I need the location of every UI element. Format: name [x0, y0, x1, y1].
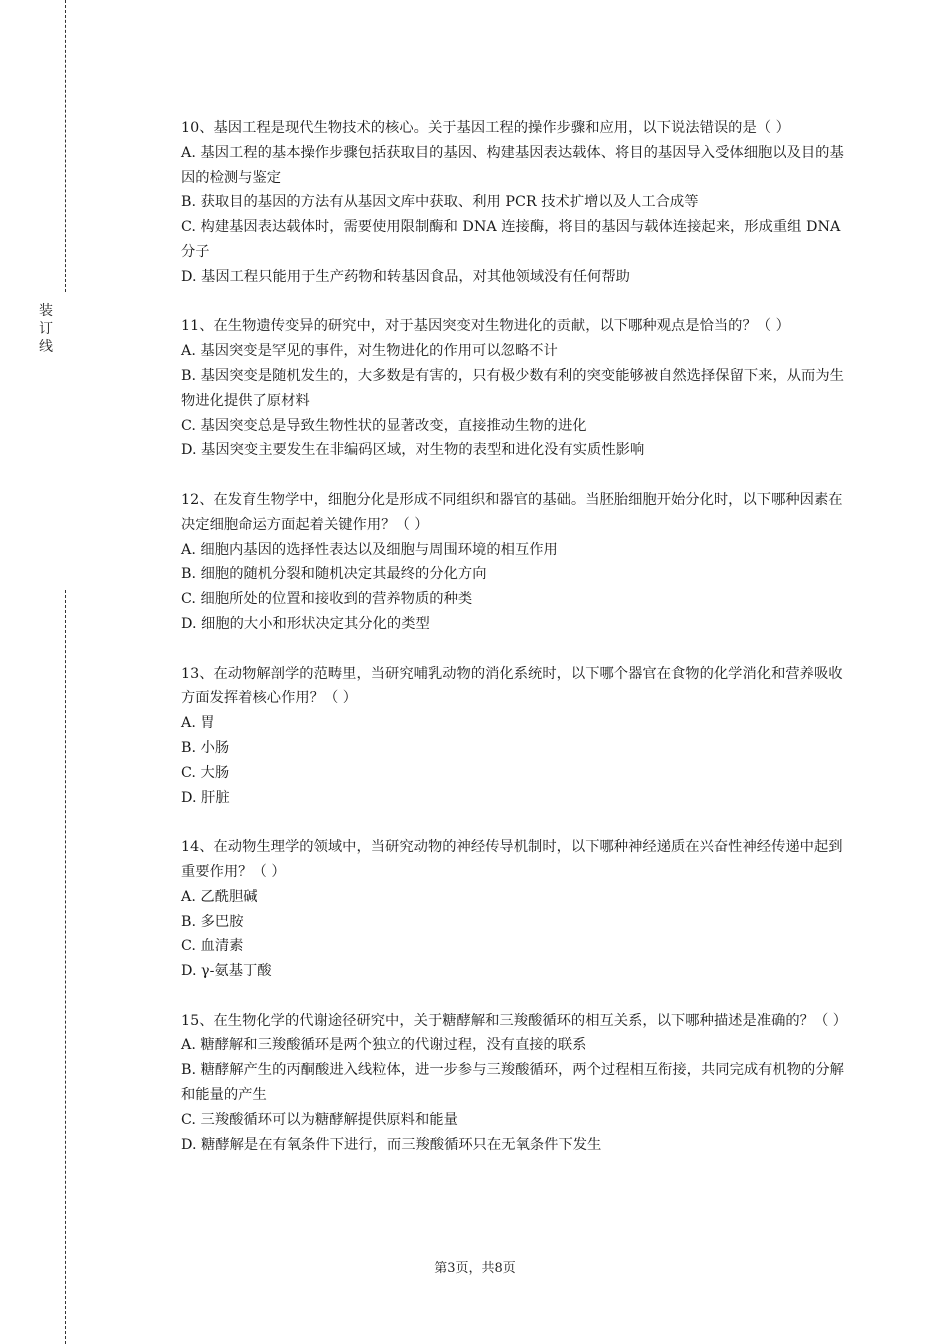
question-list	[181, 116, 851, 1182]
question-12	[181, 488, 851, 637]
option-d: D. 肝脏	[181, 789, 230, 806]
option-b: B. 获取目的基因的方法有从基因文库中获取、利用 PCR 技术扩增以及人工合成等	[181, 194, 699, 211]
option-b: B. 细胞的随机分裂和随机决定其最终的分化方向	[181, 566, 487, 583]
option-a: A. 乙酰胆碱	[181, 888, 258, 905]
option-c: C. 三羧酸循环可以为糖酵解提供原料和能量	[181, 1111, 458, 1128]
option-b: B. 多巴胺	[181, 913, 244, 930]
option-d: D. γ-氨基丁酸	[181, 963, 272, 980]
option-b: B. 小肠	[181, 739, 230, 756]
question-stem: 10、基因工程是现代生物技术的核心。关于基因工程的操作步骤和应用，以下说法错误的是（ ）	[181, 120, 790, 136]
binding-line-top	[65, 0, 66, 292]
option-a: A. 胃	[181, 715, 215, 732]
option-c: C. 血清素	[181, 938, 244, 955]
page-number: 第3页，共8页	[434, 1261, 516, 1276]
binding-label	[36, 302, 56, 356]
option-a: A. 基因突变是罕见的事件，对生物进化的作用可以忽略不计	[181, 343, 558, 360]
question-10	[181, 116, 851, 290]
option-a: A. 细胞内基因的选择性表达以及细胞与周围环境的相互作用	[181, 541, 558, 558]
question-stem: 11、在生物遗传变异的研究中，对于基因突变对生物进化的贡献，以下哪种观点是恰当的？（ ）	[181, 318, 790, 335]
option-b: B. 糖酵解产生的丙酮酸进入线粒体，进一步参与三羧酸循环，两个过程相互衔接，共同完成有机物的分解和能量的产生	[181, 1062, 844, 1104]
question-stem: 12、在发育生物学中，细胞分化是形成不同组织和器官的基础。当胚胎细胞开始分化时，以下哪种因素在决定细胞命运方面起着关键作用？（ ）	[181, 491, 843, 533]
question-stem: 13、在动物解剖学的范畴里，当研究哺乳动物的消化系统时，以下哪个器官在食物的化学消化和营养吸收方面发挥着核心作用？（ ）	[181, 665, 843, 707]
option-d: D. 基因突变主要发生在非编码区域，对生物的表型和进化没有实质性影响	[181, 442, 645, 459]
binding-char: 装	[39, 303, 53, 319]
option-d: D. 细胞的大小和形状决定其分化的类型	[181, 615, 430, 632]
question-stem: 14、在动物生理学的领域中，当研究动物的神经传导机制时，以下哪种神经递质在兴奋性神经传递中起到重要作用？（ ）	[181, 839, 843, 880]
option-d: D. 基因工程只能用于生产药物和转基因食品，对其他领域没有任何帮助	[181, 268, 630, 285]
option-a: A. 基因工程的基本操作步骤包括获取目的基因、构建基因表达载体、将目的基因导入受体细胞以及目的基因的检测与鉴定	[181, 144, 844, 186]
question-15	[181, 1009, 851, 1158]
option-b: B. 基因突变是随机发生的，大多数是有害的，只有极少数有利的突变能够被自然选择保留下来，从而为生物进化提供了原材料	[181, 367, 844, 409]
binding-line-bottom	[65, 590, 66, 1344]
option-c: C. 细胞所处的位置和接收到的营养物质的种类	[181, 591, 473, 608]
option-c: C. 构建基因表达载体时，需要使用限制酶和 DNA 连接酶，将目的基因与载体连接起来，形成重组 DNA 分子	[181, 219, 841, 260]
question-13	[181, 662, 851, 811]
option-c: C. 基因突变总是导致生物性状的显著改变，直接推动生物的进化	[181, 417, 587, 434]
question-11	[181, 314, 851, 463]
question-14	[181, 835, 851, 984]
option-c: C. 大肠	[181, 764, 230, 781]
question-stem: 15、在生物化学的代谢途径研究中，关于糖酵解和三羧酸循环的相互关系，以下哪种描述是准确的？（ ）	[181, 1012, 848, 1029]
option-a: A. 糖酵解和三羧酸循环是两个独立的代谢过程，没有直接的联系	[181, 1037, 587, 1054]
binding-char: 订	[39, 321, 53, 337]
option-d: D. 糖酵解是在有氧条件下进行，而三羧酸循环只在无氧条件下发生	[181, 1136, 602, 1153]
binding-char: 线	[39, 339, 53, 355]
